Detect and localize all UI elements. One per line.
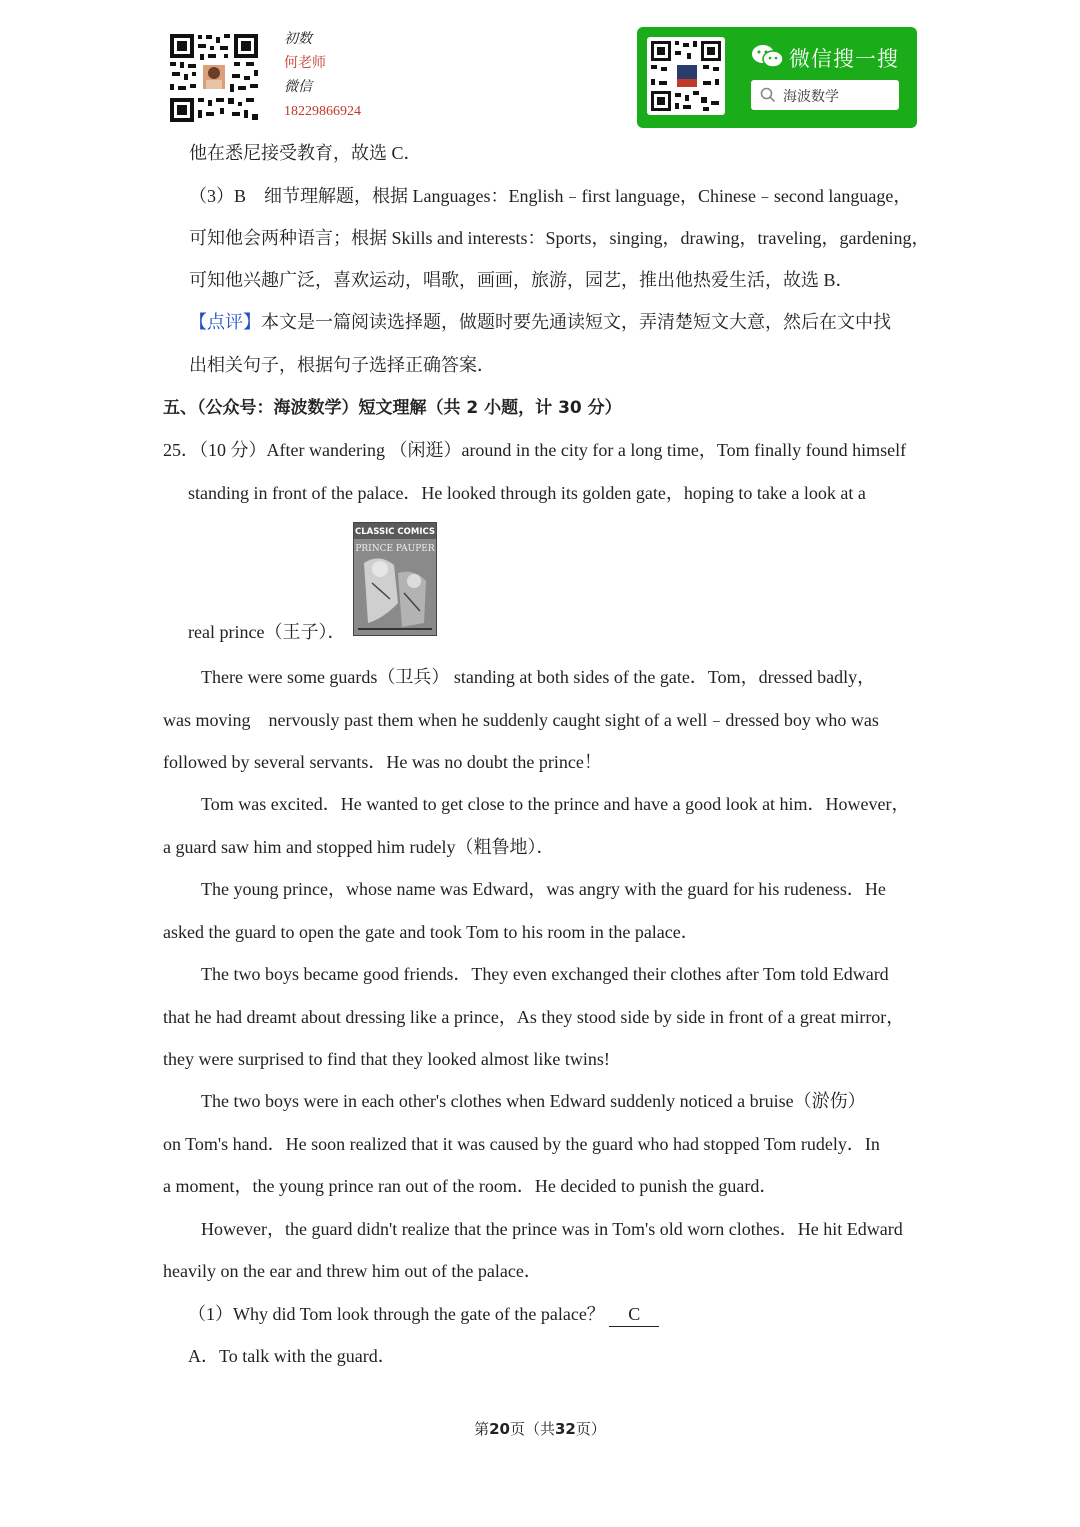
text-line: （3）B 细节理解题，根据 Languages：English﹣first language，Chinese﹣second language，: [189, 186, 912, 206]
text-line: standing in front of the palace．He looked through its golden gate，hoping to take a look at a: [188, 483, 866, 503]
footer-middle: 页（共: [509, 1422, 555, 1438]
text-line: However，the guard didn't realize that the prince was in Tom's old worn clothes．He hit Edward: [201, 1219, 903, 1239]
text-line: heavily on the ear and threw him out of the palace．: [163, 1261, 542, 1281]
comic-subtitle: PRINCE PAUPER: [355, 544, 435, 554]
wechat-search-box: [751, 80, 899, 110]
contact-line-3: 微信: [284, 80, 312, 95]
contact-info: [284, 28, 361, 124]
wechat-search-text: 海波数学: [783, 89, 839, 105]
sub-question-1-text: （1）Why did Tom look through the gate of the palace？: [188, 1304, 605, 1324]
text-line: real prince（王子）．: [188, 622, 346, 642]
qr-code-icon: [168, 32, 260, 124]
text-line: The two boys became good friends．They even exchanged their clothes after Tom told Edward: [201, 964, 889, 984]
section-title: 五、（公众号：海波数学）短文理解（共 2 小题，计 30 分）: [163, 398, 622, 418]
contact-phone: 18229866924: [284, 104, 361, 119]
page-total: 32: [555, 1420, 576, 1438]
text-line: that he had dreamt about dressing like a prince，As they stood side by side in front of a great mirror，: [163, 1007, 905, 1027]
text-line: The two boys were in each other's clothes when Edward suddenly noticed a bruise（淤伤）: [201, 1091, 866, 1111]
page-number: 20: [489, 1420, 510, 1438]
text-line: they were surprised to find that they looked almost like twins!: [163, 1049, 610, 1069]
text-line: 出相关句子，根据句子选择正确答案．: [189, 355, 495, 375]
comment-tag: 【点评】: [189, 312, 261, 332]
text-line: There were some guards（卫兵） standing at both sides of the gate．Tom，dressed badly，: [201, 667, 876, 687]
wechat-qr-code: [647, 37, 725, 115]
contact-qr-code: [168, 32, 260, 124]
text-line: The young prince，whose name was Edward，was angry with the guard for his rudeness．He: [201, 879, 886, 899]
option-a: A．To talk with the guard．: [188, 1346, 396, 1366]
text-line: a guard saw him and stopped him rudely（粗鲁地）．: [163, 837, 555, 857]
search-icon: [760, 87, 776, 103]
qr-code-icon: [647, 37, 725, 115]
text-line: followed by several servants．He was no doubt the prince！: [163, 752, 602, 772]
comment-text: 本文是一篇阅读选择题，做题时要先通读短文，弄清楚短文大意，然后在文中找: [261, 312, 891, 332]
text-line: on Tom's hand．He soon realized that it was caused by the guard who had stopped Tom rudely．In: [163, 1134, 880, 1154]
wechat-search-card: [637, 27, 917, 128]
footer-prefix: 第: [474, 1422, 490, 1438]
comic-title: CLASSIC COMICS: [354, 527, 436, 537]
text-line: Tom was excited．He wanted to get close to the prince and have a good look at him．However，: [201, 794, 910, 814]
text-line: 可知他兴趣广泛，喜欢运动，唱歌，画画，旅游，园艺，推出他热爱生活，故选 B．: [189, 270, 854, 290]
answer-blank: C: [609, 1302, 659, 1327]
contact-line-1: 初数: [284, 32, 312, 47]
comment-line: [189, 310, 891, 334]
question-stem: 25．（10 分）After wandering （闲逛）around in the city for a long time，Tom finally found himself: [163, 440, 907, 460]
comic-cover-image: [353, 522, 437, 636]
page-footer: [0, 1418, 1080, 1439]
wechat-search-title: 微信搜一搜: [789, 47, 899, 71]
sub-question-1: [188, 1302, 659, 1327]
wechat-search-logo-icon: [751, 43, 785, 74]
text-line: 可知他会两种语言；根据 Skills and interests：Sports，singing，drawing，traveling，gardening，: [189, 228, 930, 248]
text-line: 他在悉尼接受教育，故选 C．: [189, 143, 422, 163]
footer-suffix: 页）: [575, 1422, 606, 1438]
text-line: was moving nervously past them when he suddenly caught sight of a well﹣dressed boy who was: [163, 710, 879, 730]
text-line: asked the guard to open the gate and took Tom to his room in the palace．: [163, 922, 699, 942]
text-line: a moment，the young prince ran out of the room．He decided to punish the guard．: [163, 1176, 778, 1196]
contact-teacher-name: 何老师: [284, 56, 326, 71]
